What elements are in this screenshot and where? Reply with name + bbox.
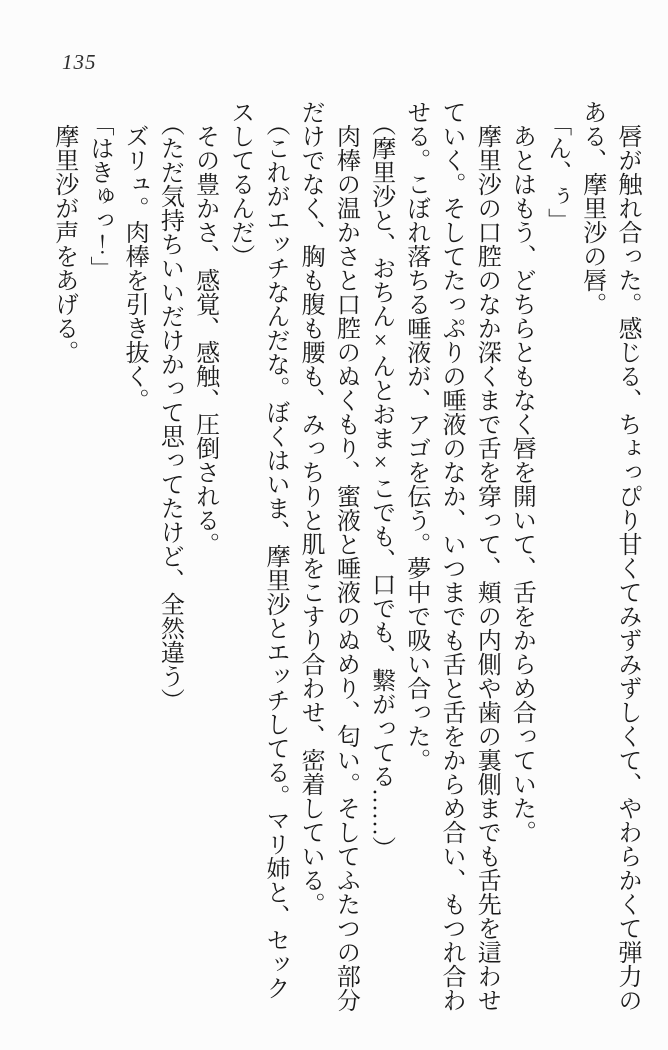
paragraph: 唇が触れ合った。感じる、ちょっぴり甘くてみずみずしくて、やわらかくて弾力のある、摩里沙の唇。 — [578, 100, 640, 1012]
paragraph: （ただ気持ちいいだけかって思ってたけど、全然違う） — [156, 112, 183, 712]
paragraph: （これがエッチなんだな。ぼくはいま、摩里沙とエッチしてる。マリ姉と、セックスしてるんだ） — [226, 100, 288, 1000]
page-number: 135 — [62, 50, 97, 74]
paragraph: 摩里沙の口腔のなか深くまで舌を穿って、頬の内側や歯の裏側までも舌先を這わせていく。そしてたっぷりの唾液のなか、いつまでも舌と舌をからめ合い、もつれ合わせる。こぼれ落ちる唾液が、アゴを伝う。夢中で吸い合った。 — [402, 100, 500, 1012]
paragraph: その豊かさ、感覚、感触、圧倒される。 — [191, 124, 218, 556]
paragraph: ズリュ。肉棒を引き抜く。 — [121, 124, 148, 412]
paragraph: 「ん、ぅ」 — [543, 112, 570, 232]
paragraph: 「はきゅっ！」 — [85, 112, 112, 280]
paragraph: 摩里沙が声をあげる。 — [50, 124, 77, 364]
paragraph: あとはもう、どちらともなく唇を開いて、舌をからめ合っていた。 — [508, 124, 535, 844]
paragraph: 肉棒の温かさと口腔のぬくもり、蜜液と唾液のぬめり、匂い。そしてふたつの部分だけでなく、胸も腹も腰も、みっちりと肌をこすり合わせ、密着している。 — [297, 100, 359, 1012]
text-body — [16, 100, 644, 1014]
paragraph: （摩里沙と、おちん×んとおま×こでも、口でも、繋がってる……） — [367, 112, 394, 860]
